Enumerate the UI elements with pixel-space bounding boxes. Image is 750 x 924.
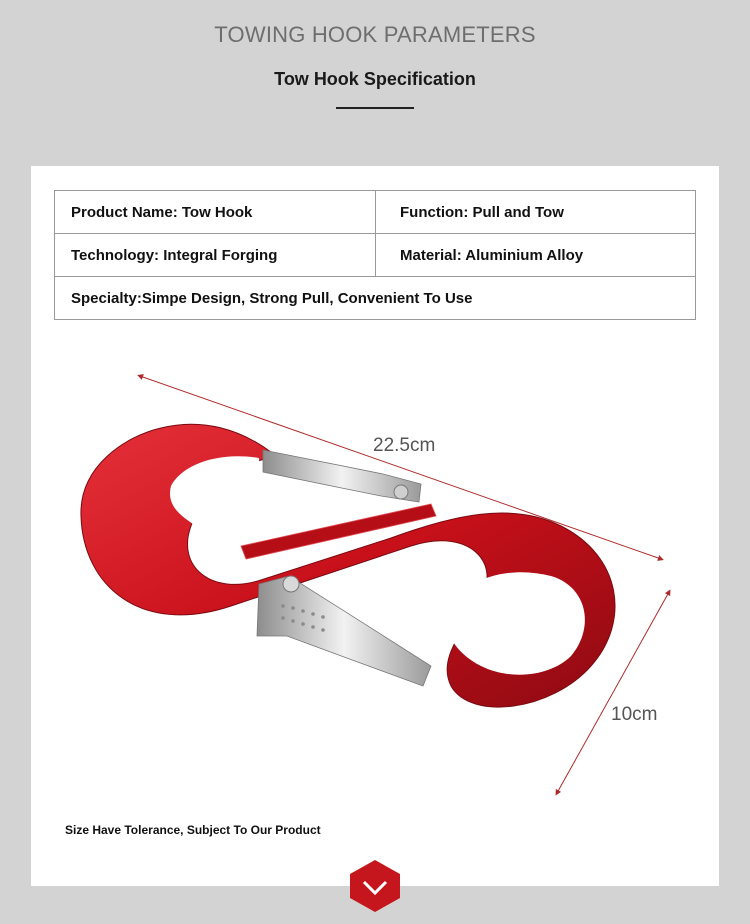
width-label: 10cm: [611, 704, 658, 725]
page-title: TOWING HOOK PARAMETERS: [214, 22, 536, 47]
spec-product-name: Product Name: Tow Hook: [55, 191, 376, 234]
title-underline: [336, 107, 414, 109]
spec-material: Material: Aluminium Alloy: [376, 234, 696, 277]
lower-latch: [257, 576, 431, 686]
spec-technology: Technology: Integral Forging: [55, 234, 376, 277]
tow-hook-illustration: [31, 166, 719, 886]
section-subtitle: Tow Hook Specification: [274, 69, 476, 89]
spec-specialty: Specialty:Simpe Design, Strong Pull, Convenient To Use: [55, 277, 696, 320]
spec-card: [31, 166, 719, 886]
length-label: 22.5cm: [373, 435, 436, 456]
tolerance-note: Size Have Tolerance, Subject To Our Product: [65, 823, 321, 837]
upper-latch: [263, 450, 421, 502]
spec-function: Function: Pull and Tow: [376, 191, 696, 234]
chevron-down-icon: [350, 860, 400, 912]
